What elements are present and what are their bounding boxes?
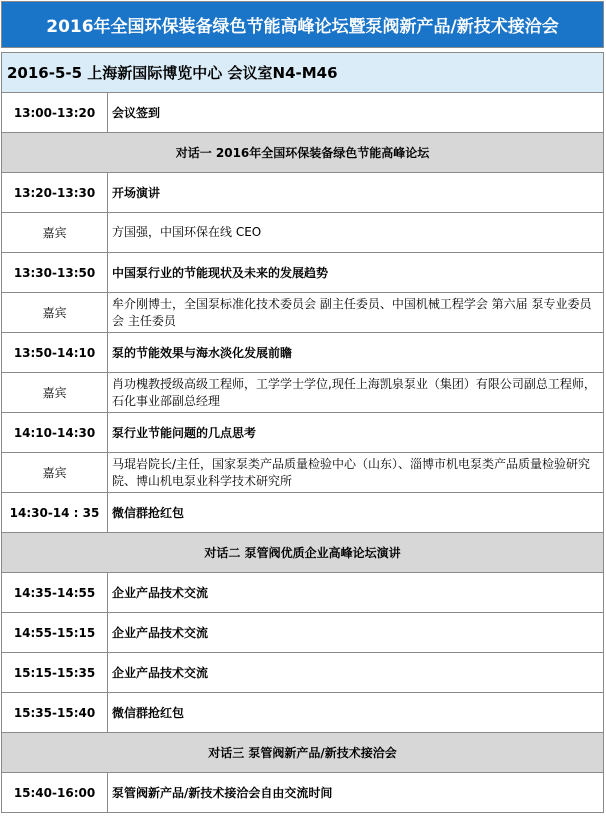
section-header-row: [2, 533, 604, 573]
time-slot: 14:10-14:30: [2, 413, 108, 453]
guest-label: 嘉宾: [2, 293, 108, 333]
session-title: 企业产品技术交流: [108, 573, 604, 613]
session-title: 微信群抢红包: [108, 493, 604, 533]
guest-label: 嘉宾: [2, 373, 108, 413]
agenda-row: [2, 693, 604, 733]
guest-description: 马琨岩院长/主任，国家泵类产品质量检验中心（山东）、淄博市机电泵类产品质量检验研究院、博山机电泵业科学技术研究所: [108, 453, 604, 493]
session-title: 微信群抢红包: [108, 693, 604, 733]
guest-row: [2, 453, 604, 493]
time-slot: 13:00-13:20: [2, 93, 108, 133]
session-title: 中国泵行业的节能现状及未来的发展趋势: [108, 253, 604, 293]
session-title: 泵管阀新产品/新技术接洽会自由交流时间: [108, 773, 604, 813]
guest-row: [2, 213, 604, 253]
session-title: 泵的节能效果与海水淡化发展前瞻: [108, 333, 604, 373]
section-header-row: [2, 733, 604, 773]
agenda-row: [2, 773, 604, 813]
guest-description: 肖功槐教授级高级工程师，工学学士学位,现任上海凯泉泵业（集团）有限公司副总工程师，石化事业部副总经理: [108, 373, 604, 413]
guest-description: 方国强，中国环保在线 CEO: [108, 213, 604, 253]
time-slot: 13:20-13:30: [2, 173, 108, 213]
agenda-row: [2, 253, 604, 293]
time-slot: 13:50-14:10: [2, 333, 108, 373]
time-slot: 15:35-15:40: [2, 693, 108, 733]
agenda-row: [2, 413, 604, 453]
session-title: 泵行业节能问题的几点思考: [108, 413, 604, 453]
time-slot: 14:30-14 : 35: [2, 493, 108, 533]
session-title: 开场演讲: [108, 173, 604, 213]
time-slot: 14:35-14:55: [2, 573, 108, 613]
section-header-row: [2, 133, 604, 173]
agenda-row: [2, 573, 604, 613]
guest-description: 牟介刚博士，全国泵标准化技术委员会 副主任委员、中国机械工程学会 第六届 泵专业委员会 主任委员: [108, 293, 604, 333]
session-title: 会议签到: [108, 93, 604, 133]
agenda-row: [2, 333, 604, 373]
guest-label: 嘉宾: [2, 453, 108, 493]
session-title: 企业产品技术交流: [108, 653, 604, 693]
guest-row: [2, 373, 604, 413]
time-slot: 13:30-13:50: [2, 253, 108, 293]
section-title: 对话二 泵管阀优质企业高峰论坛演讲: [2, 533, 604, 573]
time-slot: 15:15-15:35: [2, 653, 108, 693]
section-title: 对话一 2016年全国环保装备绿色节能高峰论坛: [2, 133, 604, 173]
guest-row: [2, 293, 604, 333]
agenda-table: [1, 92, 604, 813]
date-venue-header: 2016-5-5 上海新国际博览中心 会议室N4-M46: [1, 52, 604, 92]
page-title: 2016年全国环保装备绿色节能高峰论坛暨泵阀新产品/新技术接洽会: [1, 1, 604, 48]
time-slot: 14:55-15:15: [2, 613, 108, 653]
guest-label: 嘉宾: [2, 213, 108, 253]
session-title: 企业产品技术交流: [108, 613, 604, 653]
agenda-row: [2, 613, 604, 653]
agenda-row: [2, 653, 604, 693]
agenda-row: [2, 173, 604, 213]
time-slot: 15:40-16:00: [2, 773, 108, 813]
agenda-row: [2, 93, 604, 133]
section-title: 对话三 泵管阀新产品/新技术接洽会: [2, 733, 604, 773]
agenda-row: [2, 493, 604, 533]
